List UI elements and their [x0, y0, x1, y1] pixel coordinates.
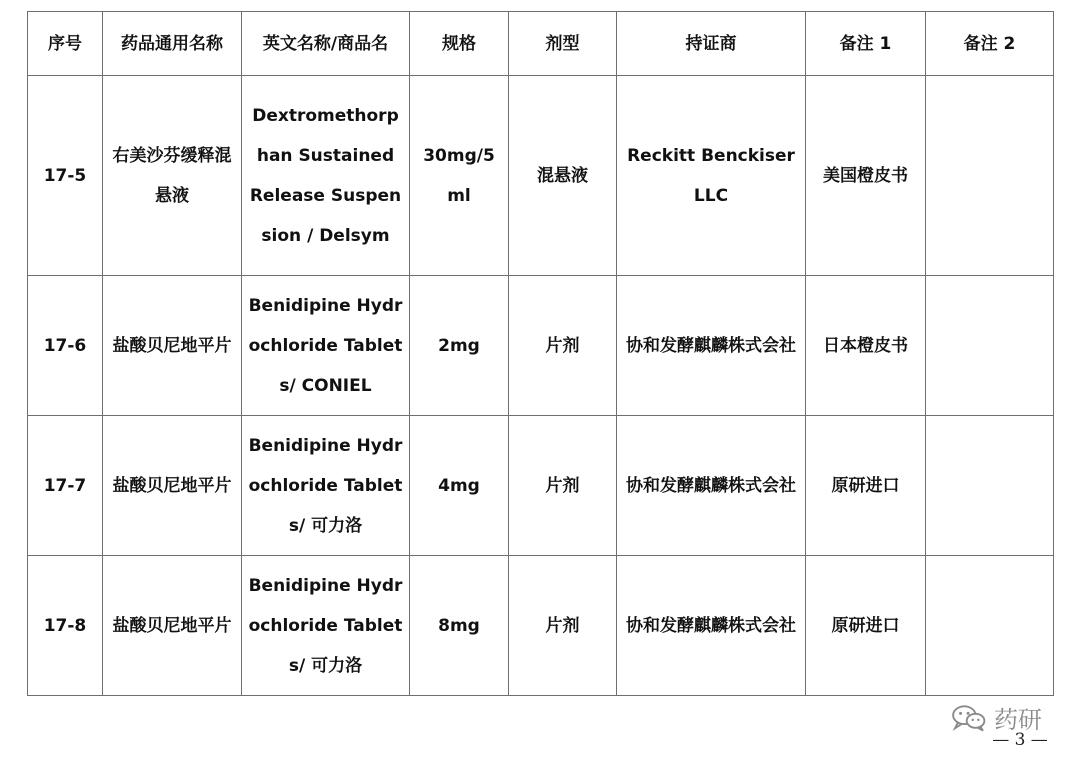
cell-remark1: 原研进口: [806, 416, 926, 556]
header-cell-remark2: 备注 2: [926, 12, 1054, 76]
cell-spec: 30mg/5ml: [410, 76, 509, 276]
cell-no: 17-6: [28, 276, 103, 416]
cell-remark2: [926, 556, 1054, 696]
cell-remark2: [926, 276, 1054, 416]
header-cell-spec: 规格: [410, 12, 509, 76]
cell-remark2: [926, 76, 1054, 276]
table-row: [28, 556, 1054, 696]
cell-dosage-form: 片剂: [509, 276, 617, 416]
cell-no: 17-8: [28, 556, 103, 696]
cell-no: 17-7: [28, 416, 103, 556]
header-cell-remark1: 备注 1: [806, 12, 926, 76]
cell-spec: 4mg: [410, 416, 509, 556]
header-cell-no: 序号: [28, 12, 103, 76]
cell-dosage-form: 片剂: [509, 556, 617, 696]
table-header-row: [28, 12, 1054, 76]
cell-remark2: [926, 416, 1054, 556]
page-number: — 3 —: [992, 730, 1048, 750]
drug-list-table: [27, 11, 1054, 696]
cell-holder: 协和发酵麒麟株式会社: [617, 556, 806, 696]
header-cell-english-name: 英文名称/商品名: [242, 12, 410, 76]
header-cell-dosage-form: 剂型: [509, 12, 617, 76]
cell-holder: Reckitt Benckiser LLC: [617, 76, 806, 276]
cell-spec: 2mg: [410, 276, 509, 416]
cell-english-name: Benidipine Hydrochloride Tablets/ 可力洛: [242, 416, 410, 556]
cell-english-name: Benidipine Hydrochloride Tablets/ CONIEL: [242, 276, 410, 416]
cell-generic-name: 盐酸贝尼地平片: [103, 276, 242, 416]
watermark-text: 药研: [994, 706, 1042, 734]
cell-generic-name: 盐酸贝尼地平片: [103, 556, 242, 696]
cell-generic-name: 盐酸贝尼地平片: [103, 416, 242, 556]
cell-remark1: 原研进口: [806, 556, 926, 696]
wechat-icon: [950, 704, 988, 732]
table-row: [28, 276, 1054, 416]
cell-holder: 协和发酵麒麟株式会社: [617, 416, 806, 556]
cell-dosage-form: 混悬液: [509, 76, 617, 276]
header-cell-generic-name: 药品通用名称: [103, 12, 242, 76]
cell-generic-name: 右美沙芬缓释混悬液: [103, 76, 242, 276]
cell-english-name: Dextromethorphan Sustained Release Suspension / Delsym: [242, 76, 410, 276]
table-row: [28, 76, 1054, 276]
cell-remark1: 日本橙皮书: [806, 276, 926, 416]
cell-holder: 协和发酵麒麟株式会社: [617, 276, 806, 416]
cell-spec: 8mg: [410, 556, 509, 696]
cell-no: 17-5: [28, 76, 103, 276]
table-row: [28, 416, 1054, 556]
cell-dosage-form: 片剂: [509, 416, 617, 556]
header-cell-holder: 持证商: [617, 12, 806, 76]
cell-english-name: Benidipine Hydrochloride Tablets/ 可力洛: [242, 556, 410, 696]
cell-remark1: 美国橙皮书: [806, 76, 926, 276]
